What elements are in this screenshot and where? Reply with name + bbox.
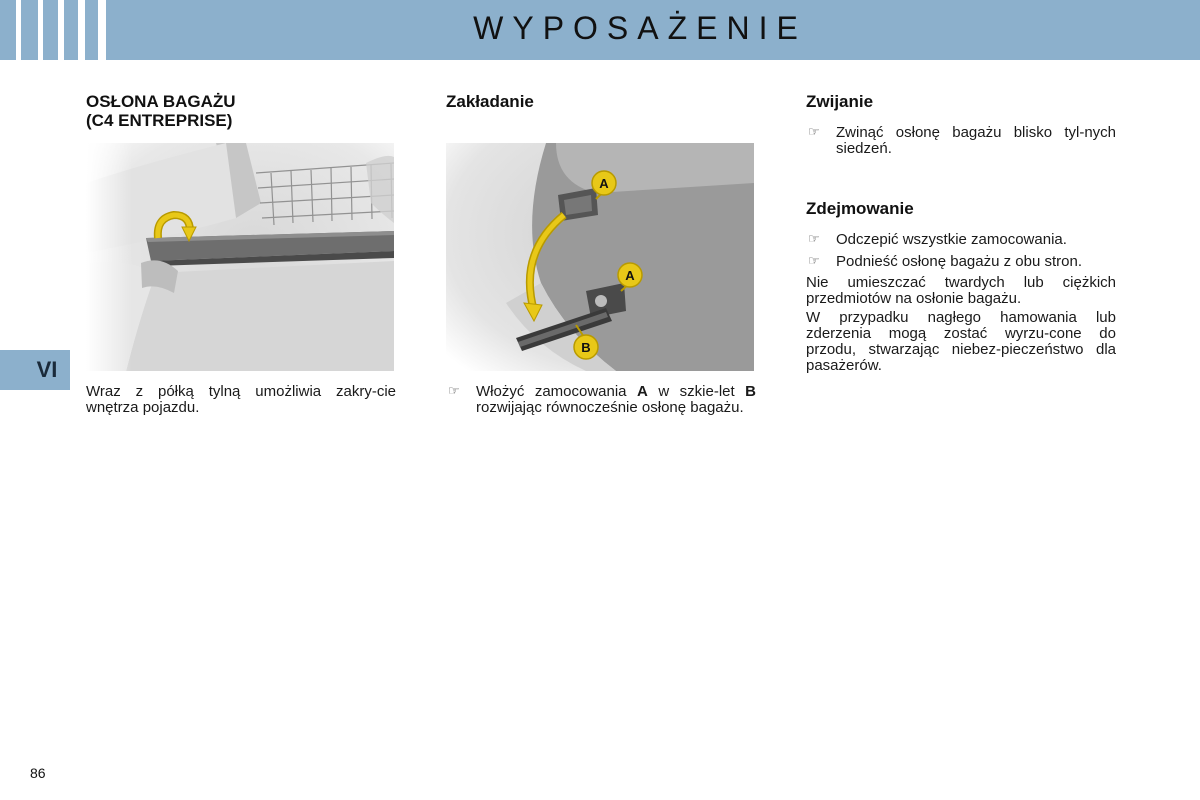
- section-title-install: Zakładanie: [446, 92, 534, 111]
- section-title-remove: Zdejmowanie: [806, 199, 914, 218]
- svg-text:B: B: [581, 340, 591, 355]
- pointing-hand-icon: ☞: [808, 231, 820, 246]
- figure-install: [446, 143, 754, 371]
- roll-step: ☞ Zwinąć osłonę bagażu blisko tyl-nych siedzeń.: [808, 124, 1116, 157]
- column-cover-text: [86, 384, 396, 416]
- cover-description: Wraz z półką tylną umożliwia zakry-cie wnętrza pojazdu.: [86, 383, 396, 416]
- remove-step-1: ☞ Odczepić wszystkie zamocowania.: [808, 231, 1067, 248]
- warning-paragraph-2: W przypadku nagłego hamowania lub zderzenia mogą zostać wyrzu-cone do przodu, stwarzając niebez-pieczeństwo dla pasażerów.: [806, 309, 1116, 374]
- figure-luggage-cover: [86, 143, 394, 371]
- column-install: [446, 92, 756, 111]
- section-title-cover: OSŁONA BAGAŻU (C4 ENTREPRISE): [86, 92, 236, 130]
- svg-text:A: A: [625, 268, 635, 283]
- remove-step-2: ☞ Podnieść osłonę bagażu z obu stron.: [808, 253, 1082, 270]
- warning-paragraph-1: Nie umieszczać twardych lub ciężkich przedmiotów na osłonie bagażu.: [806, 274, 1116, 307]
- page-title: WYPOSAŻENIE: [473, 10, 807, 46]
- column-install-text: [446, 384, 756, 416]
- install-step: ☞ Włożyć zamocowania A w szkie-let B rozwijając równocześnie osłonę bagażu.: [448, 383, 756, 416]
- section-title-roll: Zwijanie: [806, 92, 874, 111]
- pointing-hand-icon: ☞: [448, 383, 460, 398]
- column-cover: [86, 92, 396, 130]
- page-number: 86: [30, 765, 46, 781]
- chapter-tab: [0, 350, 70, 390]
- chapter-label: VI: [36, 357, 58, 382]
- pointing-hand-icon: ☞: [808, 124, 820, 139]
- svg-text:A: A: [599, 176, 609, 191]
- header-stripes: [16, 0, 106, 60]
- header-bar: [0, 0, 1200, 60]
- column-roll-remove: [806, 92, 1116, 374]
- pointing-hand-icon: ☞: [808, 253, 820, 268]
